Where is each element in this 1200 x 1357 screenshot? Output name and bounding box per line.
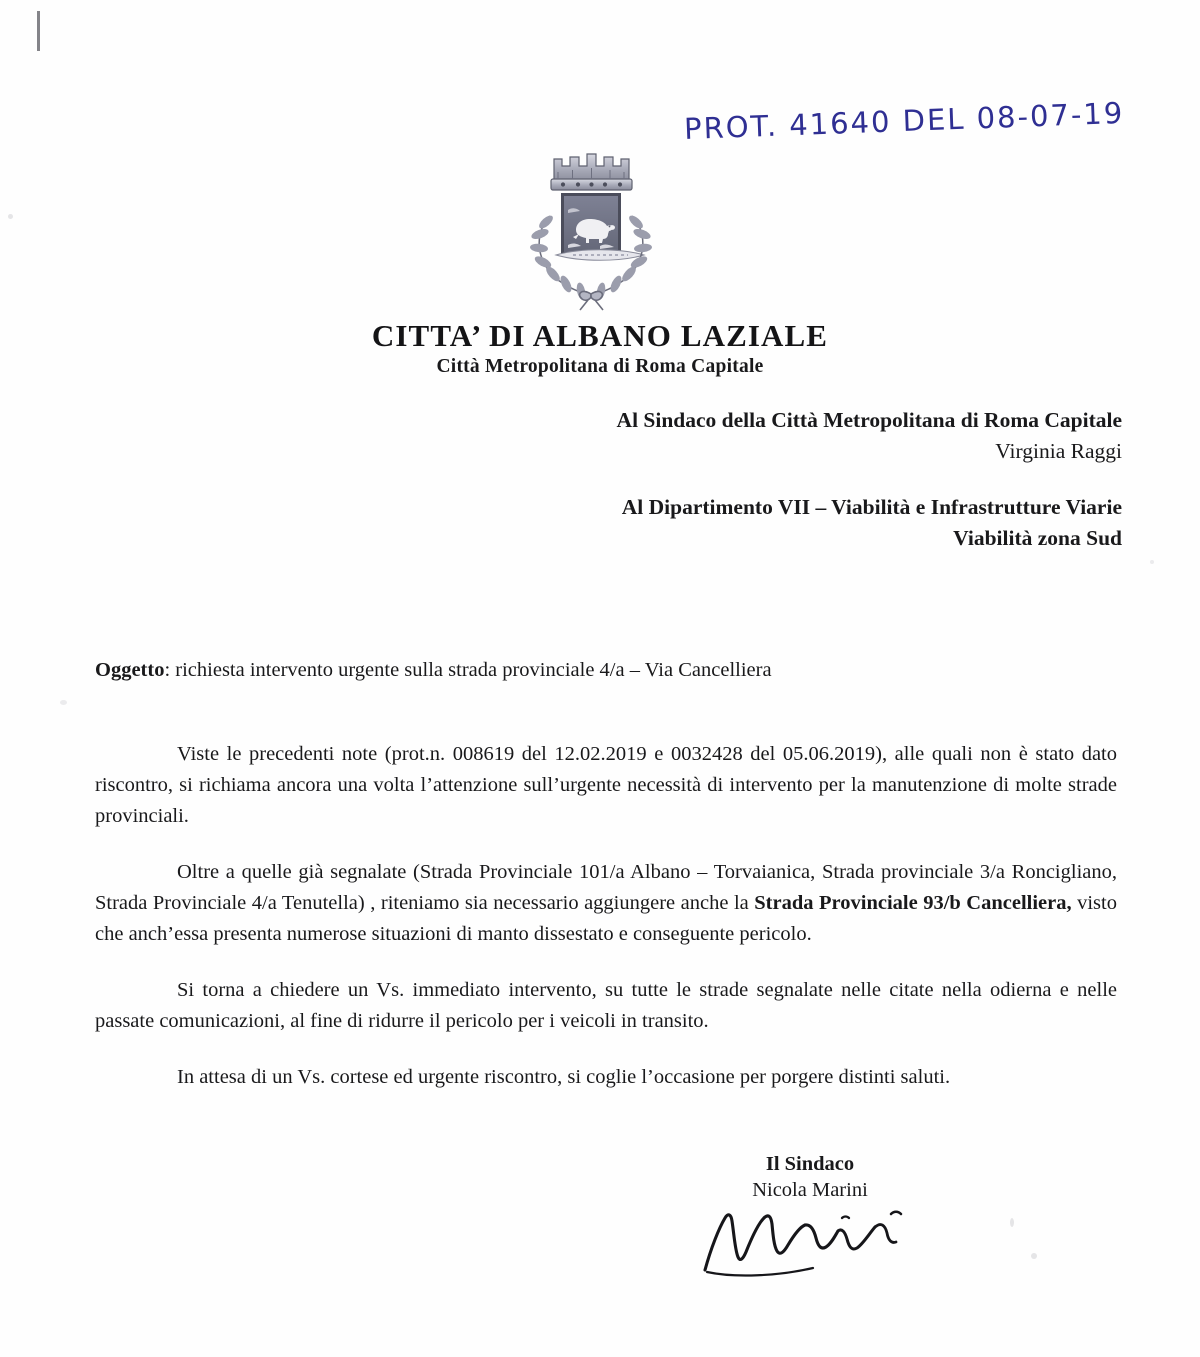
letterhead: [0, 318, 1200, 378]
handwritten-signature-icon: [695, 1202, 925, 1280]
subject-separator: :: [164, 659, 176, 681]
paragraph-1: Viste le precedenti note (prot.n. 008619 del 12.02.2019 e 0032428 del 05.06.2019), alle quali non è stato dato riscontro, si richiama ancora una volta l’attenzione sull’urgente necessità di intervento per la manutenzione di molte strade provinciali.: [95, 742, 1117, 827]
subject-line: [95, 655, 1117, 686]
paragraph-2-part-2: visto che anch’essa presenta numerose situazioni di manto dissestato e conseguente pericolo.: [95, 891, 1117, 945]
organization-subtitle: Città Metropolitana di Roma Capitale: [436, 356, 764, 378]
signer-role: Il Sindaco: [765, 1153, 855, 1175]
signer-name: Nicola Marini: [752, 1178, 868, 1201]
recipient-spacer: [120, 466, 1122, 492]
scan-speck: [1010, 1218, 1014, 1227]
mural-crown-icon: [551, 154, 632, 190]
paragraph-2-highlight: Strada Provinciale 93/b Cancelliera,: [754, 891, 1072, 914]
wreath-bow-icon: [580, 291, 603, 310]
recipient-primary: Al Sindaco della Città Metropolitana di Roma Capitale: [616, 408, 1122, 432]
paragraph-2: [95, 857, 1117, 950]
signature-block: [640, 1152, 980, 1280]
paragraph-4: In attesa di un Vs. cortese ed urgente riscontro, si coglie l’occasione per porgere distinti saluti.: [177, 1066, 951, 1089]
scan-artifact-mark: [37, 11, 40, 51]
letter-body: [95, 655, 1117, 1114]
recipient-department: Al Dipartimento VII – Viabilità e Infrastrutture Viarie: [621, 495, 1122, 520]
paragraph-3: Si torna a chiedere un Vs. immediato intervento, su tutte le strade segnalate nelle citate nella odierna e nelle passate comunicazioni, al fine di ridurre il pericolo per i veicoli in transito.: [95, 979, 1117, 1033]
recipient-primary-name: Virginia Raggi: [995, 438, 1122, 463]
city-crest-icon: [510, 138, 690, 313]
organization-title: CITTA’ DI ALBANO LAZIALE: [371, 318, 829, 353]
shield-with-sow-icon: [561, 193, 621, 255]
protocol-stamp-handwritten: PROT. 41640 DEL 08-07-19: [683, 95, 1125, 147]
recipient-department-unit: Viabilità zona Sud: [953, 525, 1122, 550]
subject-text: richiesta intervento urgente sulla strada provinciale 4/a – Via Cancelliera: [175, 659, 772, 681]
scan-speck: [60, 700, 67, 705]
crest-container: [0, 138, 1200, 313]
recipient-block: [120, 405, 1122, 553]
subject-label: Oggetto: [95, 659, 165, 681]
paragraph-2-part-1: Oltre a quelle già segnalate (Strada Provinciale 101/a Albano – Torvaianica, Strada provinciale 3/a Roncigliano, Strada Provinciale 4/a Tenutella) , riteniamo sia necessario aggiungere anche la: [95, 860, 1117, 914]
scan-speck: [1031, 1253, 1037, 1259]
scan-speck: [1150, 560, 1154, 564]
